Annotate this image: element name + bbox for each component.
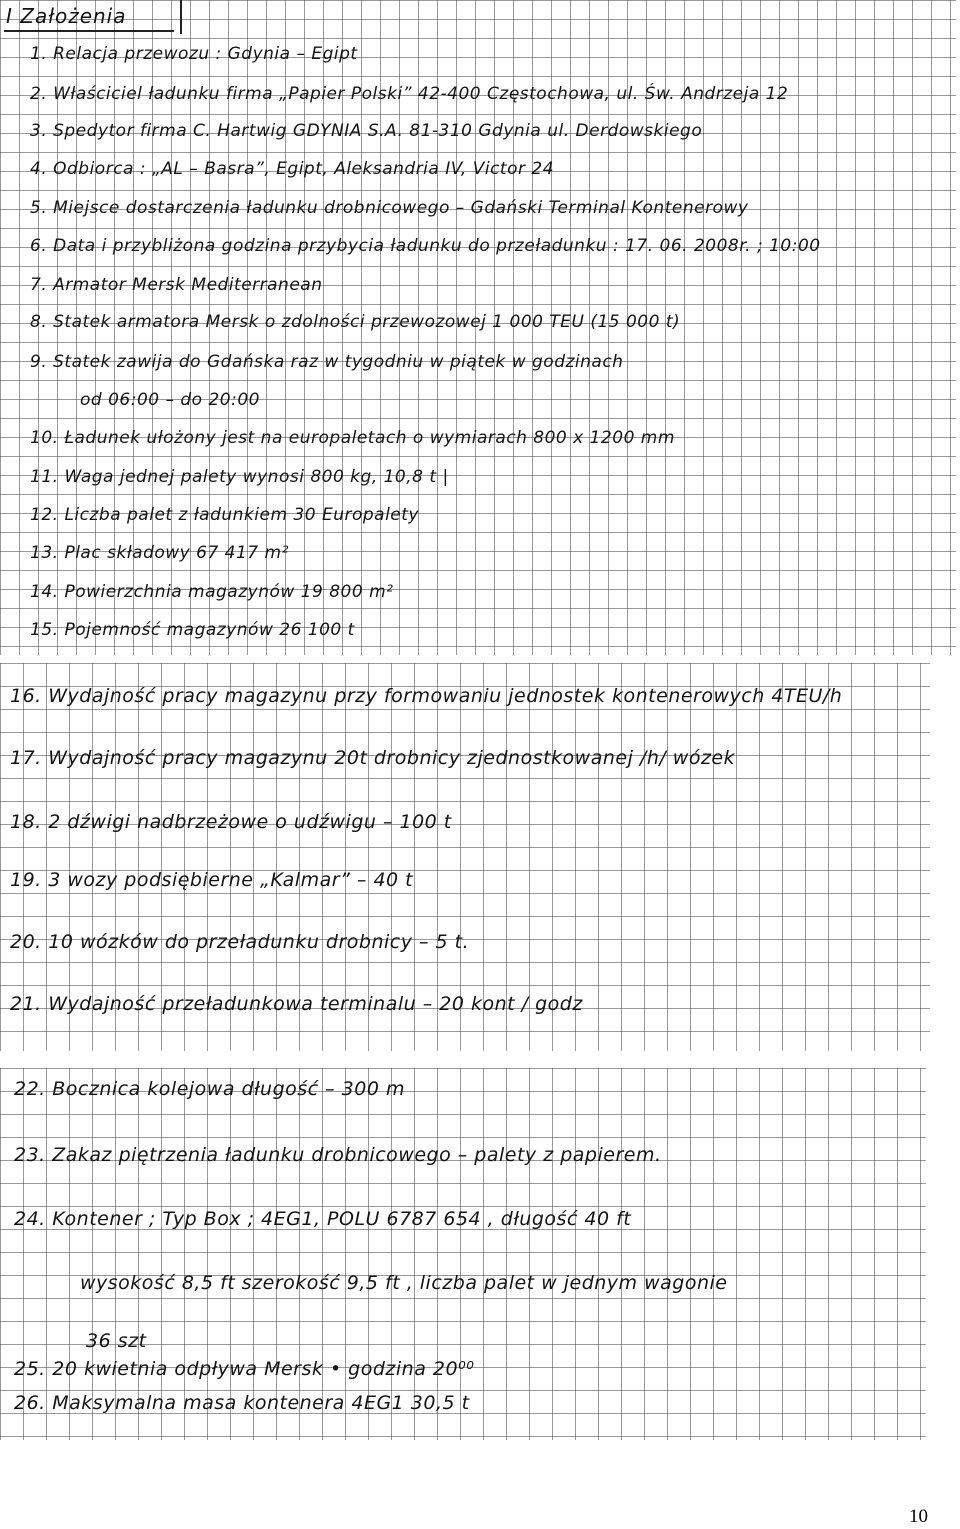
page-number: 10 [909,1506,928,1527]
note-line-14: 14. Powierzchnia magazynów 19 800 m² [30,582,394,602]
note-line-25: 25. 20 kwietnia odpływa Mersk • godzina 20⁰⁰ [14,1358,475,1380]
note-line-13: 13. Plac składowy 67 417 m² [30,543,289,563]
note-line-20: 20. 10 wózków do przeładunku drobnicy – 5 t. [10,931,470,953]
note-line-19: 19. 3 wozy podsiębierne „Kalmar” – 40 t [10,869,414,891]
note-line-9: 9. Statek zawija do Gdańska raz w tygodniu w piątek w godzinach [30,352,624,372]
note-line-24c: 36 szt [86,1330,147,1352]
note-line-12: 12. Liczba palet z ładunkiem 30 Europalety [30,505,419,525]
section-heading: I Założenia [6,4,127,28]
note-line-3: 3. Spedytor firma C. Hartwig GDYNIA S.A. 81-310 Gdynia ul. Derdowskiego [30,121,703,141]
note-line-21: 21. Wydajność przeładunkowa terminalu – 20 kont / godz [10,993,583,1015]
note-line-8: 8. Statek armatora Mersk o zdolności przewozowej 1 000 TEU (15 000 t) [30,312,681,332]
note-line-7: 7. Armator Mersk Mediterranean [30,275,323,295]
note-line-16: 16. Wydajność pracy magazynu przy formowaniu jednostek kontenerowych 4TEU/h [10,685,843,707]
note-line-23: 23. Zakaz piętrzenia ładunku drobnicowego – palety z papierem. [14,1144,662,1166]
note-line-4: 4. Odbiorca : „AL – Basra”, Egipt, Aleksandria IV, Victor 24 [30,159,555,179]
notebook-sheet-2 [0,663,930,1051]
notebook-sheet-1 [0,0,956,655]
note-line-11: 11. Waga jednej palety wynosi 800 kg, 10,8 t | [30,467,449,487]
note-line-10: 10. Ładunek ułożony jest na europaletach o wymiarach 800 x 1200 mm [30,428,675,448]
note-line-6: 6. Data i przybliżona godzina przybycia ładunku do przeładunku : 17. 06. 2008r. ; 10:00 [30,236,821,256]
note-line-1: 1. Relacja przewozu : Gdynia – Egipt [30,44,358,64]
note-line-18: 18. 2 dźwigi nadbrzeżowe o udźwigu – 100 t [10,811,452,833]
heading-underline [4,30,174,32]
note-line-9b: od 06:00 – do 20:00 [80,390,260,410]
note-line-26: 26. Maksymalna masa kontenera 4EG1 30,5 t [14,1392,470,1414]
note-line-15: 15. Pojemność magazynów 26 100 t [30,620,355,640]
note-line-24b: wysokość 8,5 ft szerokość 9,5 ft , liczba palet w jednym wagonie [80,1272,728,1294]
note-line-17: 17. Wydajność pracy magazynu 20t drobnicy zjednostkowanej /h/ wózek [10,747,736,769]
note-line-22: 22. Bocznica kolejowa długość – 300 m [14,1078,405,1100]
note-line-24: 24. Kontener ; Typ Box ; 4EG1, POLU 6787 654 , długość 40 ft [14,1208,632,1230]
note-line-2: 2. Właściciel ładunku firma „Papier Polski” 42-400 Częstochowa, ul. Św. Andrzeja 12 [30,84,789,104]
notebook-sheet-3 [0,1068,926,1440]
heading-margin-line [180,0,182,34]
note-line-5: 5. Miejsce dostarczenia ładunku drobnicowego – Gdański Terminal Kontenerowy [30,198,749,218]
